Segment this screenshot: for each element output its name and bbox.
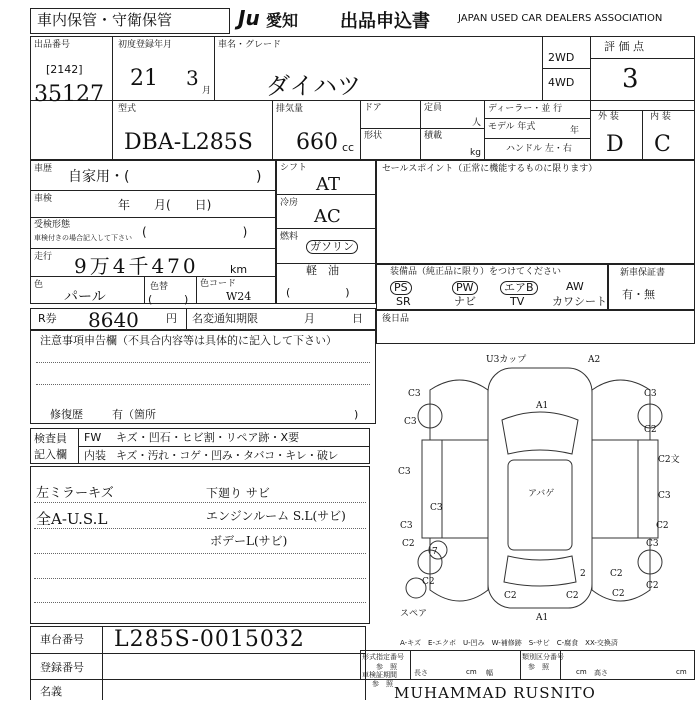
color-value: パール [64, 289, 106, 305]
height-label: 高さ [594, 669, 608, 677]
note-engine-room: エンジンルーム S.L(サビ) [206, 509, 346, 523]
logo-text: 愛知 [266, 11, 299, 30]
car-name: ダイハツ [266, 72, 362, 100]
diagram-mark-two: 2 [580, 569, 586, 579]
grade-label: 評 価 点 [604, 40, 644, 53]
color-code-value: W24 [226, 290, 252, 303]
ju-logo: Ju [238, 6, 260, 30]
diagram-mark-c3-d: C3 [400, 521, 413, 531]
equip-airbag: エアB [500, 281, 538, 295]
month-unit: 月 [202, 86, 212, 96]
diagram-mark-c3-f: C3 [658, 491, 671, 501]
fuel-gasoline: ガソリン [306, 240, 358, 254]
warranty-value: 有・無 [622, 288, 655, 301]
door-label: ドア [364, 103, 382, 113]
fuel-label: 燃料 [280, 232, 299, 242]
reg-month: 3 [186, 66, 199, 90]
grade-value: 3 [622, 64, 639, 94]
inspection-value: 年 月( 日) [118, 198, 212, 212]
reg-label: 初度登録年月 [118, 40, 173, 50]
repair-close: ) [354, 408, 359, 421]
width-cm: cm [576, 668, 587, 676]
diagram-mark-c2-a: C2 [402, 539, 415, 549]
lot-small: [2142] [46, 63, 83, 76]
fw-label: FW [84, 431, 102, 444]
lot-number: 35127 [34, 82, 104, 107]
interior-check-items: キズ・汚れ・コゲ・凹み・タバコ・キレ・破レ [116, 449, 339, 462]
notice-label: 名変通知期限 [192, 312, 258, 325]
model-year-label: モデル 年式 [488, 122, 536, 132]
damage-diagram [390, 350, 690, 632]
person-unit: 人 [472, 118, 482, 128]
cc-label: 排気量 [276, 104, 304, 114]
diagram-legend: A-キズ E-エクボ U-凹み W-補修跡 S-サビ C-腐食 XX-交換済 [400, 639, 618, 647]
owner-row [30, 680, 366, 700]
spare-label: スペア [400, 609, 428, 619]
exterior-label: 外 装 [598, 112, 619, 122]
history-value: 自家用・( [68, 169, 130, 185]
diagram-mark-c2-j: C2 [612, 589, 625, 599]
km-unit: km [230, 263, 248, 276]
diagram-mark-top-right: A2 [588, 355, 601, 365]
recycle-unit: 円 [166, 312, 177, 325]
width-label: 幅 [486, 669, 493, 677]
diagram-mark-top-left: U3カップ [486, 355, 527, 365]
form-title: 出品申込書 [340, 11, 430, 32]
handle-label: ハンドル 左・右 [506, 144, 572, 154]
kg-unit: kg [470, 148, 481, 158]
note-underbody: 下廻り サビ [206, 486, 270, 500]
dealer-label: ディーラー・並 行 [488, 104, 563, 114]
equip-seat: カワシート [552, 295, 607, 308]
history-label: 車歴 [34, 164, 53, 174]
storage-label: 車内保管・守衛保管 [37, 11, 173, 29]
length-cm: cm [466, 668, 477, 676]
color-change-close: ) [184, 293, 189, 306]
shift-value: AT [316, 174, 341, 195]
history-close: ) [256, 169, 262, 185]
equip-ps: PS [390, 281, 412, 295]
category-label: 類別区分番号 [522, 653, 564, 661]
diagram-mark-c2-e: C2 [646, 581, 659, 591]
diagram-mark-roof: アバゲ [528, 489, 555, 499]
fw-items: キズ・凹石・ヒビ割・リペア跡・X要 [116, 431, 300, 444]
color-change-label: 色替 [150, 282, 169, 292]
ac-label: 冷房 [280, 198, 299, 208]
inspector-label: 検査員 [34, 432, 67, 445]
receipt-label: 受検形態 [34, 220, 71, 230]
interior-grade: C [654, 132, 671, 157]
association-name: JAPAN USED CAR DEALERS ASSOCIATION [458, 13, 663, 24]
color-change-open: ( [148, 293, 153, 306]
equip-pw: PW [452, 281, 478, 295]
4wd-label: 4WD [548, 76, 575, 89]
note-body: ボデーL(サビ) [210, 534, 288, 548]
load-label: 積載 [424, 131, 443, 141]
diagram-mark-c2-h: C2 [566, 591, 579, 601]
diagram-mark-c2-g: C2 [504, 591, 517, 601]
equip-tv: TV [510, 295, 525, 308]
diagram-mark-c3-e: C3 [644, 389, 657, 399]
mileage-label: 走行 [34, 252, 53, 262]
owner-signature: MUHAMMAD RUSNITO [394, 684, 596, 702]
repair-label: 修復歴 [50, 408, 83, 421]
model-label: 型式 [118, 104, 137, 114]
chassis-number: L285S-0015032 [114, 627, 305, 652]
color-code-label: 色コード [200, 279, 237, 289]
recycle-value: 8640 [88, 308, 139, 332]
diagram-mark-c2-f: C2 [422, 577, 435, 587]
inspection-label: 車検 [34, 194, 53, 204]
diagram-mark-c2-b: C2 [644, 425, 657, 435]
diagram-mark-c3-g: C3 [646, 539, 659, 549]
cc-value: 660 [296, 130, 338, 155]
storage-box [30, 8, 230, 34]
diagram-mark-seven: 7 [432, 547, 438, 557]
diagram-mark-c3-c: C3 [398, 467, 411, 477]
model-spec-label: 形式指定番号 [362, 653, 404, 661]
receipt-value: ( ) [142, 225, 248, 239]
length-label: 長さ [414, 669, 428, 677]
sales-point-box [376, 160, 695, 264]
recycle-label: R券 [38, 312, 57, 325]
equip-navi: ナビ [454, 295, 476, 308]
diagram-mark-c3-a: C3 [408, 389, 421, 399]
lot-label: 出品番号 [34, 40, 71, 50]
diagram-mark-rear: A1 [536, 613, 549, 623]
registration-label: 登録番号 [40, 661, 84, 674]
equip-aw: AW [566, 280, 584, 293]
equip-sr: SR [396, 295, 411, 308]
capacity-label: 定員 [424, 103, 443, 113]
notes-label: 注意事項申告欄（不具合内容等は具体的に記入して下さい） [40, 334, 337, 347]
shift-label: シフト [280, 163, 308, 173]
height-cm: cm [676, 668, 687, 676]
inspector-entry-label: 記入欄 [34, 448, 67, 461]
diagram-mark-c2-d: C2 [656, 521, 669, 531]
model-spec-sub: 参 照 [376, 663, 397, 671]
note-all-panels: 全A-U.S.L [36, 510, 108, 528]
notice-month: 月 [304, 312, 315, 325]
mileage-value: 9万4千470 [74, 254, 199, 278]
note-mirror: 左ミラーキズ [36, 486, 114, 501]
model-value: DBA-L285S [124, 130, 253, 155]
owner-label: 名義 [40, 685, 62, 698]
diagram-mark-c3-h: C3 [430, 503, 443, 513]
chassis-label: 車台番号 [40, 633, 84, 646]
after-date-label: 後日品 [382, 314, 410, 324]
repair-value: 有（箇所 [112, 408, 156, 421]
diagram-mark-c2-i: C2 [610, 569, 623, 579]
shape-label: 形状 [364, 131, 383, 141]
exterior-grade: D [606, 132, 624, 157]
reg-year: 21 [130, 66, 158, 91]
car-label: 車名・グレード [218, 40, 282, 50]
notice-day: 日 [352, 312, 363, 325]
warranty-label: 新車保証書 [620, 268, 666, 278]
car-outline [390, 350, 690, 632]
category-sub: 参 照 [528, 663, 549, 671]
2wd-label: 2WD [548, 51, 575, 64]
cc-unit: cc [342, 141, 355, 154]
sales-point-label: セールスポイント（正常に機能するものに限ります） [382, 164, 598, 174]
fuel-diesel: 軽 油 [306, 264, 339, 277]
receipt-note: 車検付きの場合記入して下さい [34, 234, 132, 242]
certificate-label: 車検証期間 [362, 671, 397, 679]
ac-value: AC [314, 206, 341, 227]
diagram-mark-c2-c: C2文 [658, 455, 680, 465]
certificate-sub: 参 照 [372, 680, 393, 688]
year-unit: 年 [570, 126, 580, 136]
interior-check-label: 内装 [84, 449, 106, 462]
after-date-box [376, 310, 695, 344]
interior-label: 内 装 [650, 112, 671, 122]
diagram-mark-hood: A1 [536, 401, 549, 411]
fuel-other: ( ) [286, 286, 350, 299]
diagram-mark-c3-b: C3 [404, 417, 417, 427]
color-label: 色 [34, 280, 44, 290]
equipment-label: 装備品（純正品に限り）をつけてください [390, 267, 562, 277]
